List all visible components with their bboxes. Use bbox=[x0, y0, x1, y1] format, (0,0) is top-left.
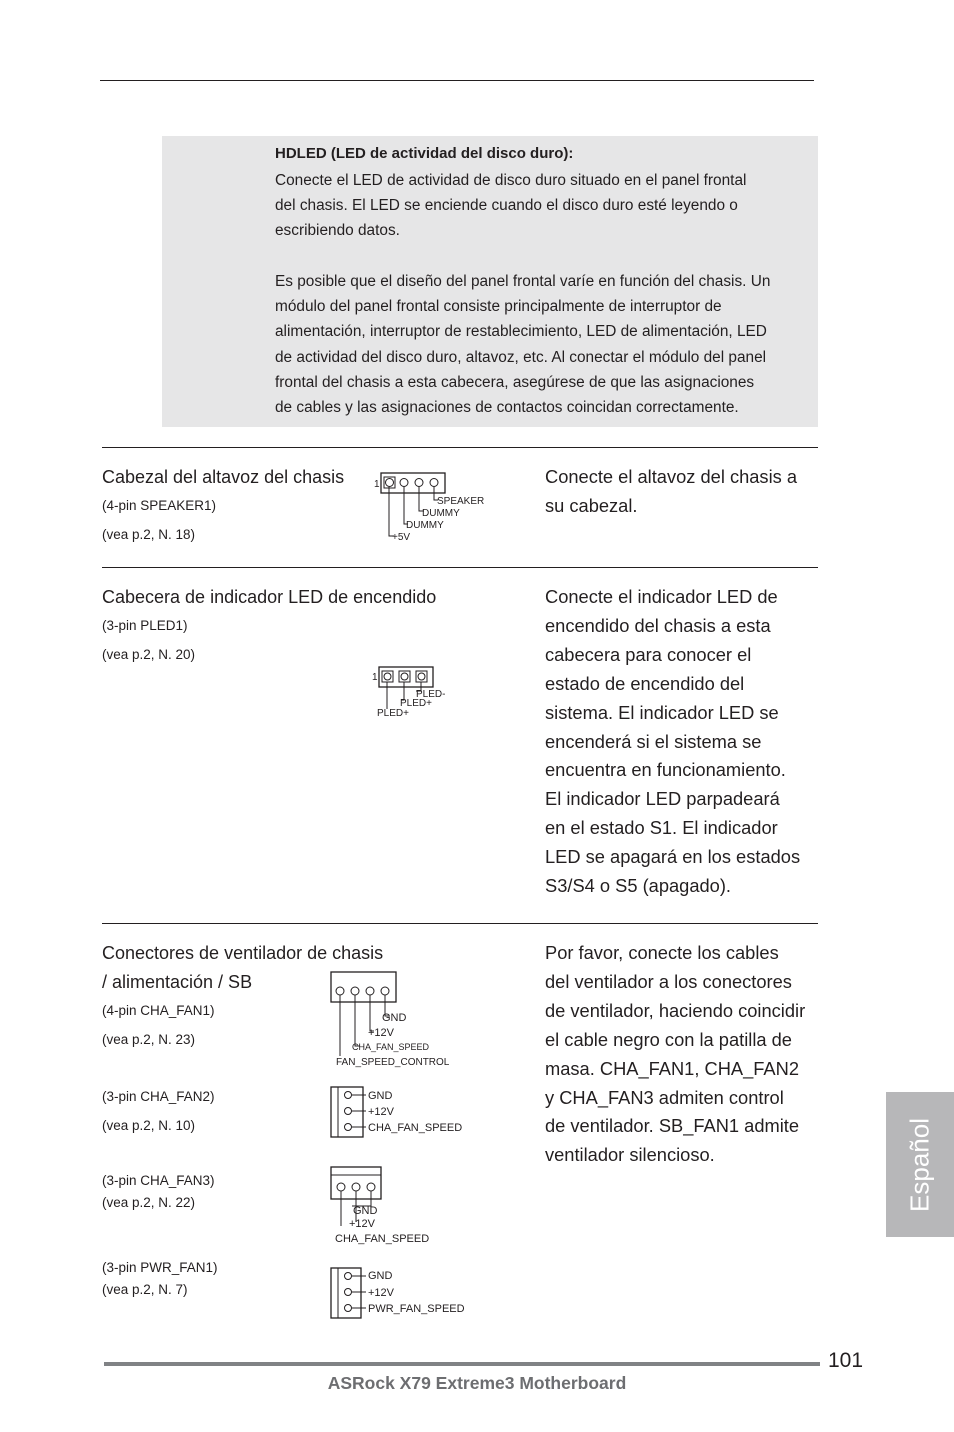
language-tab-label: Español bbox=[904, 1117, 935, 1212]
pled-pin: (3-pin PLED1) bbox=[102, 618, 188, 633]
note-paragraph-2 bbox=[275, 269, 823, 420]
desc-line: el cable negro con la patilla de bbox=[545, 1028, 792, 1050]
speaker-ref: (vea p.2, N. 18) bbox=[102, 527, 196, 542]
desc-line: encendido del chasis a esta bbox=[545, 614, 771, 636]
pwr-fan1-ref: (vea p.2, N. 7) bbox=[102, 1282, 188, 1297]
pin bbox=[345, 1108, 352, 1115]
cha-fan3-ref: (vea p.2, N. 22) bbox=[102, 1195, 196, 1210]
note-line: frontal del chasis a esta cabecera, asegúrese de que las asignaciones bbox=[275, 373, 755, 391]
cha-fan2-diagram bbox=[328, 1085, 480, 1140]
cha-fan1-pin: (4-pin CHA_FAN1) bbox=[102, 1003, 215, 1018]
fan-speed-label: CHA_FAN_SPEED bbox=[368, 1122, 463, 1134]
speaker-description bbox=[545, 463, 820, 521]
desc-line: de ventilador. SB_FAN1 admite bbox=[545, 1115, 800, 1137]
desc-line: de ventilador, haciendo coincidir bbox=[545, 999, 806, 1021]
gnd-label: GND bbox=[368, 1270, 393, 1282]
speaker-title: Cabezal del altavoz del chasis bbox=[102, 467, 345, 487]
desc-line: cabecera para conocer el bbox=[545, 643, 752, 665]
pin bbox=[345, 1092, 352, 1099]
pled-plus-label: PLED+ bbox=[400, 698, 432, 709]
desc-line: encuentra en funcionamiento. bbox=[545, 759, 786, 781]
pin bbox=[337, 1183, 345, 1191]
pwr-fan1-pin: (3-pin PWR_FAN1) bbox=[102, 1260, 218, 1275]
pled-description bbox=[545, 583, 820, 901]
wire bbox=[370, 995, 374, 1031]
pin bbox=[381, 987, 389, 995]
desc-line: Por favor, conecte los cables bbox=[545, 942, 779, 963]
cha-fan2-ref: (vea p.2, N. 10) bbox=[102, 1118, 196, 1133]
desc-line: estado de encendido del bbox=[545, 672, 745, 694]
plus12v-label: +12V bbox=[349, 1218, 375, 1230]
pin bbox=[336, 987, 344, 995]
pin bbox=[352, 1183, 360, 1191]
note-line: del chasis. El LED se enciende cuando el disco duro esté leyendo o bbox=[275, 197, 738, 215]
plus12v-label: +12V bbox=[368, 1287, 394, 1299]
dummy-pin-label: DUMMY bbox=[406, 520, 444, 531]
cha-fan1-diagram bbox=[328, 970, 458, 1070]
fan-speed-label: CHA_FAN_SPEED bbox=[335, 1233, 430, 1245]
gnd-label: GND bbox=[353, 1205, 378, 1217]
desc-line: en el estado S1. El indicador bbox=[545, 817, 778, 839]
dummy-pin-label: DUMMY bbox=[422, 508, 460, 519]
speaker-pin-label: SPEAKER bbox=[437, 496, 485, 507]
pin bbox=[400, 479, 408, 487]
desc-line: y CHA_FAN3 admiten control bbox=[545, 1086, 784, 1108]
header-outline bbox=[381, 473, 445, 493]
pin bbox=[345, 1289, 352, 1296]
page-number: 101 bbox=[828, 1349, 864, 1372]
desc-line: El indicador LED parpadeará bbox=[545, 788, 780, 810]
note-paragraph-1 bbox=[275, 168, 823, 244]
wire bbox=[355, 995, 360, 1046]
desc-line: del ventilador a los conectores bbox=[545, 970, 792, 992]
top-rule bbox=[100, 80, 814, 81]
pled-header-diagram bbox=[368, 663, 458, 721]
note-line: alimentación, interruptor de restablecimiento, LED de alimentación, LED bbox=[275, 323, 767, 341]
speaker-header-diagram bbox=[370, 470, 490, 546]
desc-line: Conecte el altavoz del chasis a bbox=[545, 466, 798, 487]
fan-speed-control-label: FAN_SPEED_CONTROL bbox=[336, 1057, 450, 1068]
section-rule bbox=[102, 923, 818, 924]
speaker-pin: (4-pin SPEAKER1) bbox=[102, 498, 217, 513]
pin bbox=[401, 673, 408, 680]
fan-speed-label: PWR_FAN_SPEED bbox=[368, 1303, 465, 1315]
fans-description bbox=[545, 939, 820, 1170]
fan-speed-label: CHA_FAN_SPEED bbox=[352, 1042, 430, 1052]
pin bbox=[351, 987, 359, 995]
wire bbox=[389, 487, 394, 536]
section-rule bbox=[102, 447, 818, 448]
pin bbox=[384, 673, 391, 680]
plus12v-label: +12V bbox=[368, 1106, 394, 1118]
cha-fan3-diagram bbox=[328, 1164, 458, 1246]
cha-fan1-ref: (vea p.2, N. 23) bbox=[102, 1032, 196, 1047]
desc-line: Conecte el indicador LED de bbox=[545, 586, 778, 607]
pled-title: Cabecera de indicador LED de encendido bbox=[102, 587, 437, 607]
desc-line: masa. CHA_FAN1, CHA_FAN2 bbox=[545, 1057, 799, 1079]
pin bbox=[415, 479, 423, 487]
pled-minus-label: PLED- bbox=[416, 689, 446, 700]
desc-line: sistema. El indicador LED se bbox=[545, 701, 779, 723]
pin bbox=[418, 673, 425, 680]
pwr-fan1-diagram bbox=[328, 1266, 480, 1320]
note-line: Es posible que el diseño del panel frontal varíe en función del chasis. Un bbox=[275, 273, 771, 290]
pin1-label: 1 bbox=[372, 672, 378, 683]
plus5v-pin-label: +5V bbox=[392, 532, 411, 543]
desc-line: S3/S4 o S5 (apagado). bbox=[545, 875, 731, 897]
pin bbox=[367, 1183, 375, 1191]
section-rule bbox=[102, 567, 818, 568]
gnd-label: GND bbox=[382, 1012, 407, 1024]
gnd-label: GND bbox=[368, 1090, 393, 1102]
pin1-label: 1 bbox=[374, 479, 380, 490]
note-line: Conecte el LED de actividad de disco duro situado en el panel frontal bbox=[275, 172, 747, 189]
desc-line: LED se apagará en los estados bbox=[545, 846, 801, 868]
cha-fan3-pin: (3-pin CHA_FAN3) bbox=[102, 1173, 215, 1188]
desc-line: encenderá si el sistema se bbox=[545, 730, 762, 752]
pin bbox=[345, 1305, 352, 1312]
note-title: HDLED (LED de actividad del disco duro): bbox=[275, 145, 574, 162]
pin bbox=[345, 1273, 352, 1280]
note-line: escribiendo datos. bbox=[275, 222, 400, 240]
desc-line: ventilador silencioso. bbox=[545, 1144, 715, 1166]
pled-ref: (vea p.2, N. 20) bbox=[102, 647, 196, 662]
pin bbox=[366, 987, 374, 995]
footer-bar bbox=[104, 1362, 820, 1366]
desc-line: su cabezal. bbox=[545, 494, 638, 516]
note-line: de cables y las asignaciones de contactos coincidan correctamente. bbox=[275, 399, 739, 417]
footer-title: ASRock X79 Extreme3 Motherboard bbox=[327, 1373, 627, 1393]
fans-title-line2: / alimentación / SB bbox=[102, 972, 253, 992]
language-side-tab bbox=[886, 1092, 954, 1237]
note-line: de actividad del disco duro, altavoz, etc. Al conectar el módulo del panel bbox=[275, 348, 767, 366]
pin bbox=[386, 479, 394, 487]
pled-plus-label: PLED+ bbox=[377, 708, 409, 719]
cha-fan2-pin: (3-pin CHA_FAN2) bbox=[102, 1089, 215, 1104]
note-line: módulo del panel frontal consiste principalmente de interruptor de bbox=[275, 298, 722, 316]
pin bbox=[430, 479, 438, 487]
plus12v-label: +12V bbox=[368, 1027, 394, 1039]
pin bbox=[345, 1124, 352, 1131]
fans-title-line1: Conectores de ventilador de chasis bbox=[102, 943, 384, 963]
